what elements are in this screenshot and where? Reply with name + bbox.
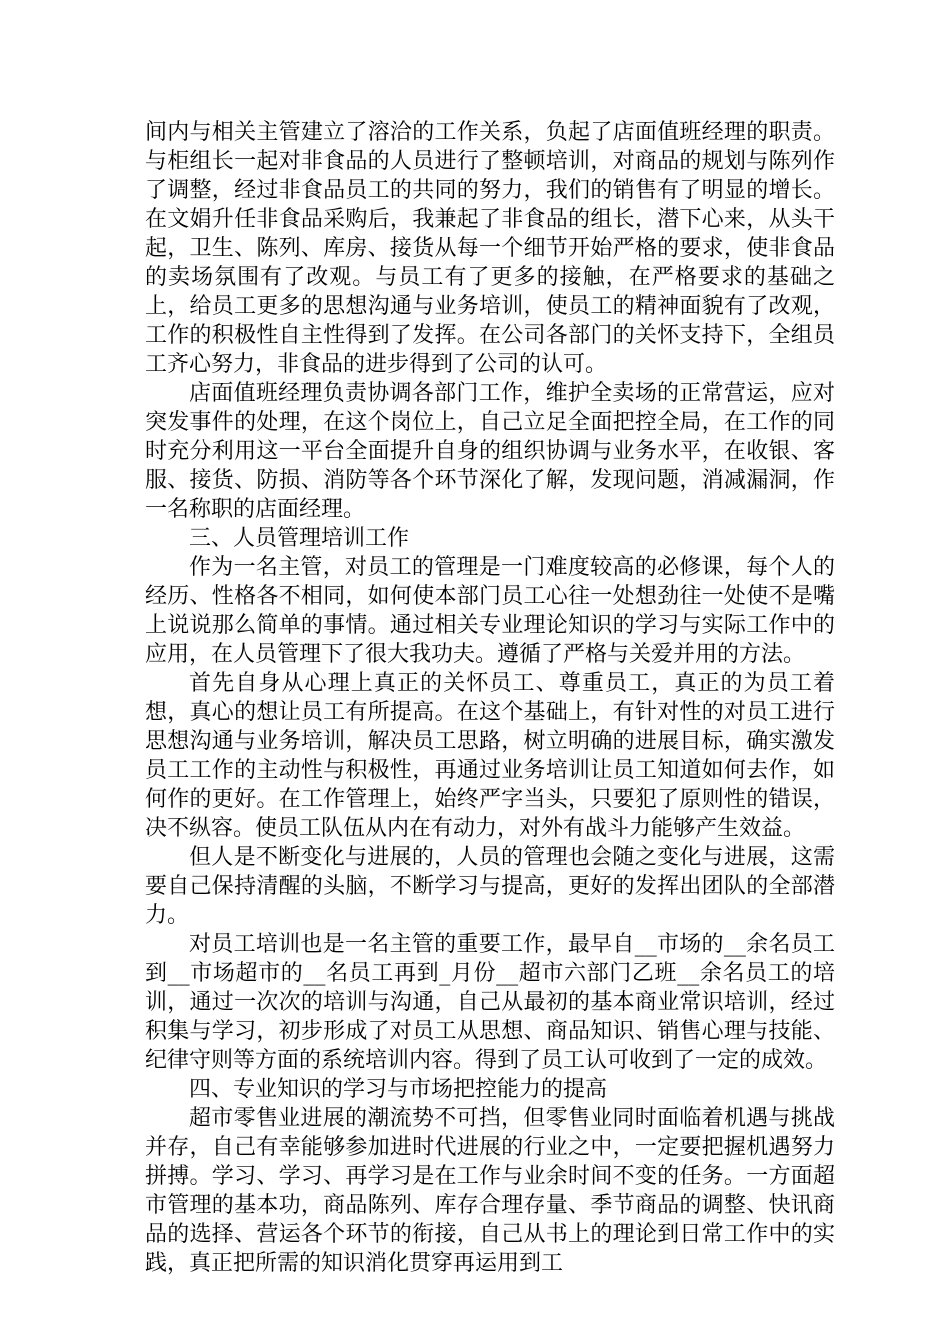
paragraph-professional-learning: 超市零售业进展的潮流势不可挡，但零售业同时面临着机遇与挑战并存，自己有幸能够参加进时代进展的行业之中，一定要把握机遇努力拼搏。学习、学习、再学习是在工作与业余时间不变的任务。一方面超市管理的基本功，商品陈列、库存合理存量、季节商品的调整、快讯商品的选择、营运各个环节的衔接，自己从书上的理论到日常工作中的实践，真正把所需的知识消化贯穿再运用到工 [145,1106,835,1276]
paragraph-care-for-staff: 首先自身从心理上真正的关怀员工、尊重员工，真正的为员工着想，真心的想让员工有所提高。在这个基础上，有针对性的对员工进行思想沟通与业务培训，解决员工思路，树立明确的进展目标，确实激发员工工作的主动性与积极性，再通过业务培训让员工知道如何去作，如何作的更好。在工作管理上，始终严字当头，只要犯了原则性的错误，决不纵容。使员工队伍从内在有动力，对外有战斗力能够产生效益。 [145,671,835,841]
paragraph-duty-manager: 店面值班经理负责协调各部门工作，维护全卖场的正常营运，应对突发事件的处理，在这个岗位上，自己立足全面把控全局，在工作的同时充分利用这一平台全面提升自身的组织协调与业务水平，在收银、客服、接货、防损、消防等各个环节深化了解，发现问题，消减漏洞，作一名称职的店面经理。 [145,381,835,522]
document-body [145,118,835,1278]
paragraph-staff-management: 作为一名主管，对员工的管理是一门难度较高的必修课，每个人的经历、性格各不相同，如何使本部门员工心往一处想劲往一处使不是嘴上说说那么简单的事情。通过相关专业理论知识的学习与实际工作中的应用，在人员管理下了很大我功夫。遵循了严格与关爱并用的方法。 [145,555,835,667]
paragraph-change-and-growth: 但人是不断变化与进展的，人员的管理也会随之变化与进展，这需要自己保持清醒的头脑，不断学习与提高，更好的发挥出团队的全部潜力。 [145,845,835,928]
section-heading-4: 四、专业知识的学习与市场把控能力的提高 [189,1077,608,1102]
paragraph-staff-training: 对员工培训也是一名主管的重要工作，最早自__市场的__余名员工到__市场超市的__名员工再到_月份__超市六部门乙班__余名员工的培训，通过一次次的培训与沟通，自己从最初的基本商业常识培训，经过积集与学习，初步形成了对员工从思想、商品知识、销售心理与技能、纪律守则等方面的系统培训内容。得到了员工认可收到了一定的成效。 [145,932,835,1073]
paragraph-continuation: 间内与相关主管建立了溶洽的工作关系，负起了店面值班经理的职责。与柜组长一起对非食品的人员进行了整顿培训，对商品的规划与陈列作了调整，经过非食品员工的共同的努力，我们的销售有了明显的增长。在文娟升任非食品采购后，我兼起了非食品的组长，潜下心来，从头干起，卫生、陈列、库房、接货从每一个细节开始严格的要求，使非食品的卖场氛围有了改观。与员工有了更多的接触，在严格要求的基础之上，给员工更多的思想沟通与业务培训，使员工的精神面貌有了改观，工作的积极性自主性得到了发挥。在公司各部门的关怀支持下，全组员工齐心努力，非食品的进步得到了公司的认可。 [145,120,835,377]
section-heading-3: 三、人员管理培训工作 [189,526,410,551]
